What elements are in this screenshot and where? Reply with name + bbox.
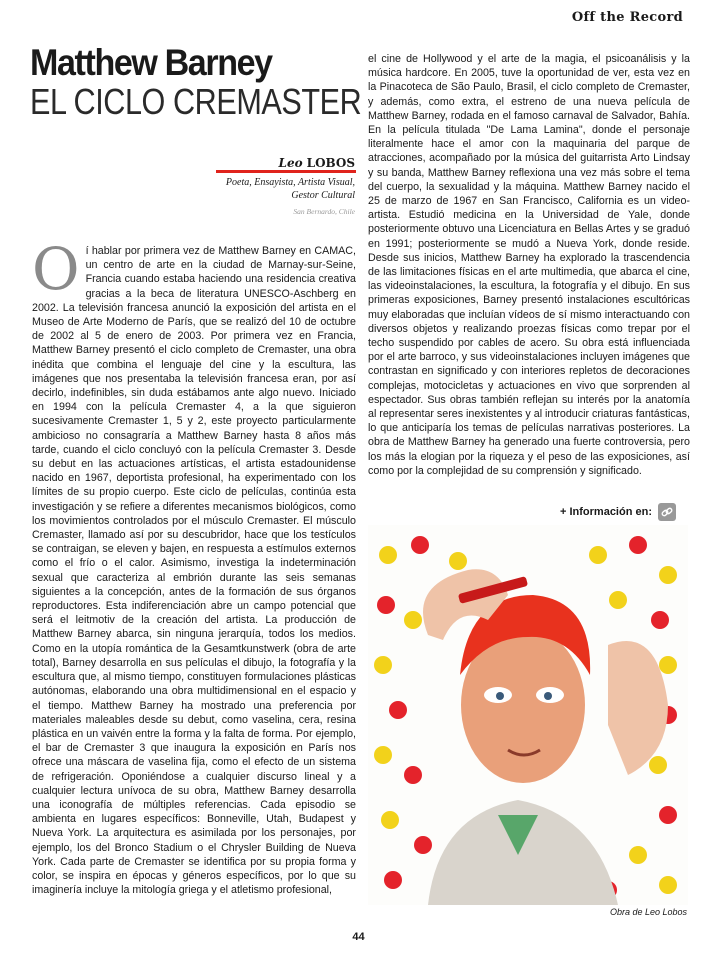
more-info-link[interactable] (560, 503, 676, 521)
author-roles (195, 176, 355, 202)
article-title: Matthew Barney (30, 42, 272, 83)
artwork-image (368, 525, 688, 905)
article-subtitle: EL CICLO CREMASTER (30, 81, 362, 122)
page-number: 44 (352, 931, 365, 943)
image-caption: Obra de Leo Lobos (609, 907, 687, 917)
article-text-left: í hablar por primera vez de Matthew Barney en CAMAC, un centro de arte en la ciudad de Marnay-sur-Seine, Francia cuando estaba haciendo una residencia creativa gracias a la beca de literatura UNESCO-Aschberg en 2002. La televisión francesa anunció la exposición del artista en el Museo de Arte Moderno de París, que se realizó del 10 de octubre de 2002 al 5 de enero de 2003. Por primera vez en Francia, Matthew Barney presentó el ciclo completo de Cremaster, una obra inédita que combina el lenguaje del cine y la escultura, las imágenes que nos presentaba la televisión francesa eran, por así decirlo, indefinibles, sin duda estábamos ante algo nuevo. Iniciado en 1994 con la película Cremaster 4, a la que siguieron sucesivamente Cremaster 1, 5 y 2, este proyecto particularmente ambicioso no consagraría a Matthew Barney hasta 8 años más tarde, cuando el ciclo concluyó con la película Cremaster 3. Desde su debut en las actuaciones artísticas, el artista estadounidense nacido en 1967, deportista profesional, ha experimentado con los límites de su propio cuerpo. Este ciclo de películas, continúa esta investigación y se refiere a diferentes mecanismos biológicos, como los movimientos controlados por el músculo Cremaster. El músculo Cremaster, llamado así por su descubridor, hace que los testículos se contraigan, se eleven y bajen, en respuesta a estímulos externos como el frío o el calor. Asimismo, investiga la indeterminación sexual que caracteriza al embrión durante las seis semanas siguientes a la concepción, antes de la formación de sus órganos reproductores. Esta indiferenciación abre un campo potencial que será el leitmotiv de la creación del artista. La producción de Matthew Barney abarca, sin ninguna jerarquía, todos los medios. Como en la utopía romántica de la Gesamtkunstwerk (obra de arte total), Barney desarrolla en sus películas el dibujo, la fotografía y la escultura que, al mismo tiempo, constituyen formulaciones plásticas autónomas, elaborando una obra multidimensional en el espacio y el tiempo. Matthew Barney ha mostrado una preferencia por materiales maleables desde su debut, como vaselina, cera, resina plástica en un vaivén entre la forma y la falta de forma. Por ejemplo, el bar de Cremaster 3 que inaugura la exposición en París nos ofrece una máscara de vaselina fija, como el efecto de un sistema de refrigeración. Oponiéndose a cualquier discurso lineal y a cualquier lectura unívoca de su obra, Matthew Barney desarrolla una iconografía de múltiples referencias. Cada episodio se ambienta en lugares específicos: Bonneville, Utah, Budapest y Nueva York. La arquitectura es asimilada por los personajes, por ejemplo, los del Bronco Stadium o el Chrysler Building de Nueva York. Cada parte de Cremaster se identifica por su propia forma y color, se inspira en épocas y géneros específicos, por lo que su imaginería incluye la mitología griega y el atletismo profesional, (32, 245, 356, 897)
more-info-label: + Información en: (560, 506, 652, 518)
article-column-left (32, 235, 356, 897)
article-text-right: el cine de Hollywood y el arte de la magia, el psicoanálisis y la música hardcore. En 2005, tuve la oportunidad de ver, esta vez en la Pinacoteca de São Paulo, Brasil, el ciclo completo de Cremaster, y además, como extra, el estreno de una nueva película de Matthew Barney, rodada en el famoso carnaval de Salvador, Bahía. En la película titulada "De Lama Lamina", donde el personaje literalmente hace el amor con la maquinaria del parque de atracciones, acompañado por la música del guitarrista Arto Lindsay y su banda, Matthew Barney reflexiona una vez más sobre el tema del cuerpo, la sexualidad y la máquina. Matthew Barney nacido el 25 de marzo de 1967 en San Francisco, California es un video-artista. Estudió medicina en la Universidad de Yale, donde posteriormente obtuvo una Licenciatura en Bellas Artes y se graduó en 1991; posteriormente se mudó a Nueva York, donde reside. Desde sus inicios, Matthew Barney ha explorado la trascendencia de las limitaciones físicas en el arte multimedia, que abarca el cine, las videoinstalaciones, la escultura, la fotografía y el dibujo. En sus primeras exposiciones, Barney presentó instalaciones escultóricas muy elaboradas que incluían vídeos de sí mismo interactuando con diversos objetos y realizando proezas físicas como trepar por el techo suspendido por cables de acero. Su obra está influenciada por el arte barroco, y sus videoinstalaciones incluyen imágenes que contrastan en significado y con interiores repletos de decoraciones complejas, motocicletas y actuaciones en vivo que sorprenden al espectador. Sus obras también reflejan su interés por la anatomía al representar seres inexistentes y al introducir criaturas fantásticas, lo que anticiparía los temas de películas narrativas posteriores. La obra de Matthew Barney ha generado una fuerte controversia, pero los más la elogian por la riqueza y el peso de las exposiciones, así como por la complejidad de su comprensión y significado. (368, 53, 690, 477)
author-last-name: LOBOS (306, 156, 355, 170)
author-roles-line1: Poeta, Ensayista, Artista Visual, (225, 177, 355, 188)
masthead: Off the Record (571, 10, 683, 25)
link-icon[interactable] (658, 503, 676, 521)
artwork-portrait (368, 525, 688, 905)
chain-link-icon (661, 506, 673, 518)
author-place: San Bernardo, Chile (293, 207, 355, 216)
article-column-right (368, 52, 690, 478)
byline-rule (216, 170, 356, 173)
headline (30, 44, 360, 122)
drop-cap: O (32, 235, 80, 303)
author-roles-line2: Gestor Cultural (291, 190, 355, 201)
author-first-name: Leo (278, 156, 303, 170)
